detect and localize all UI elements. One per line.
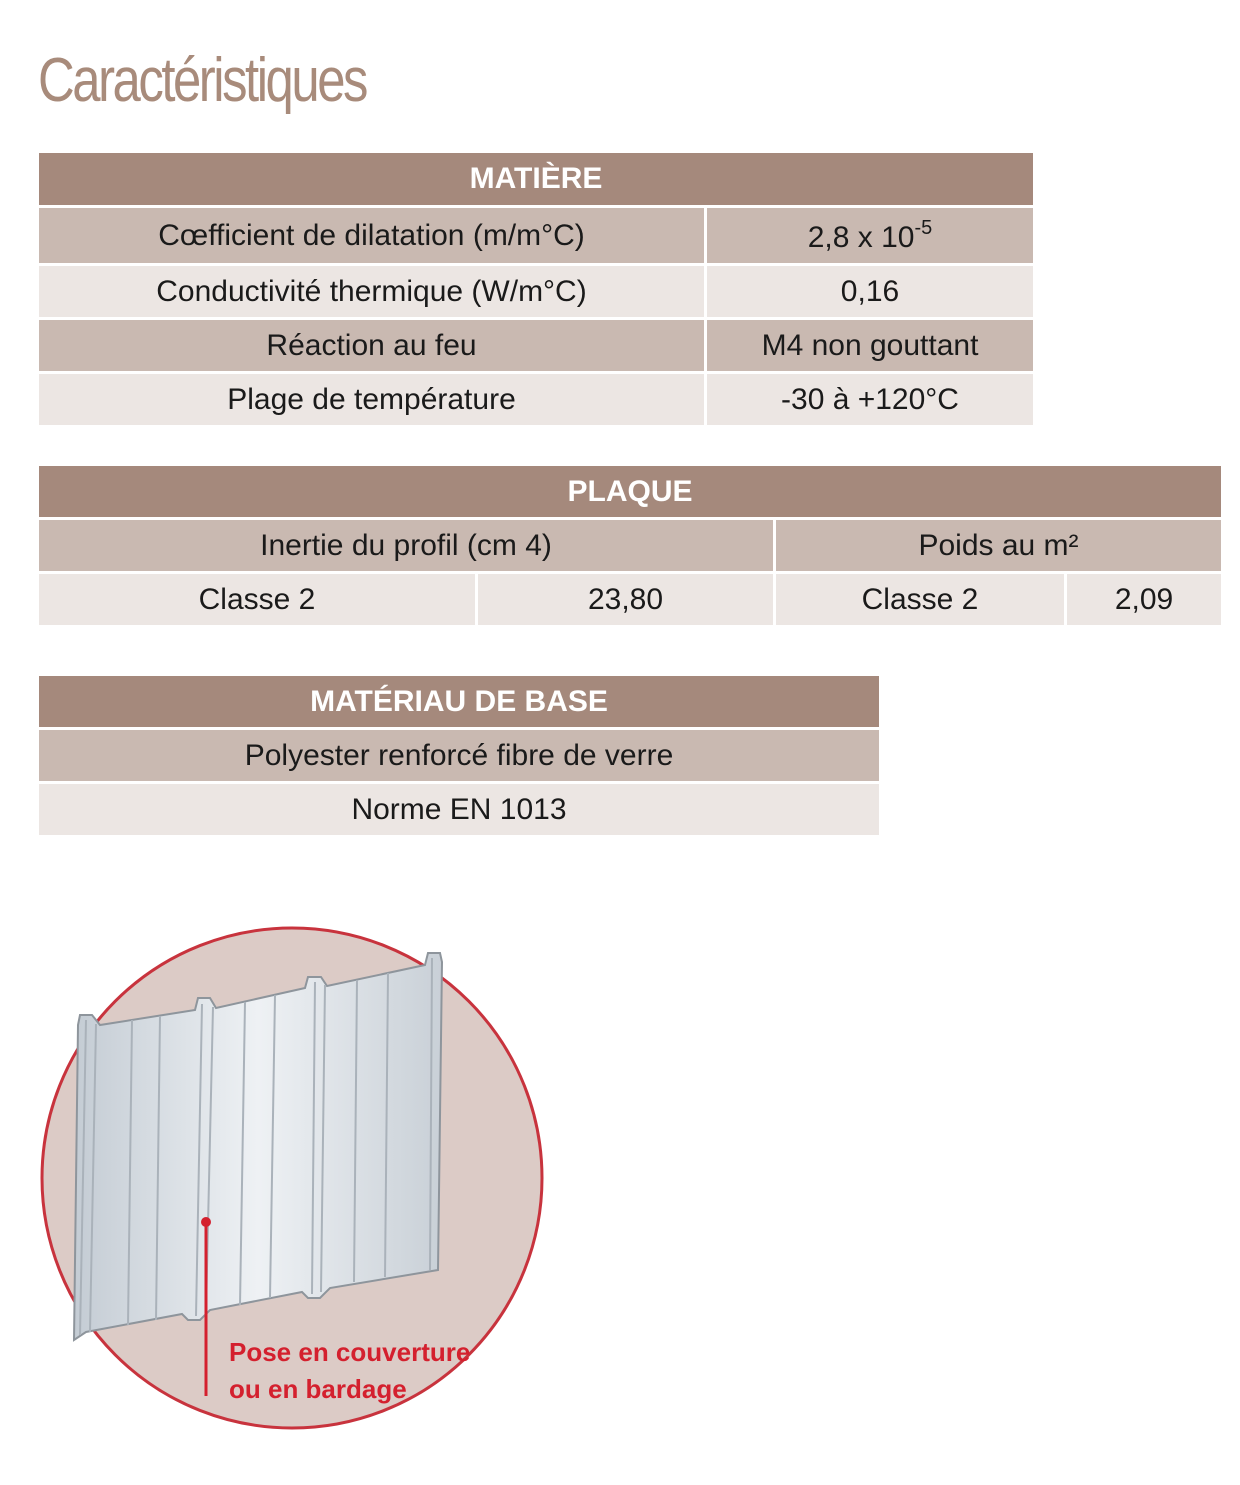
- poids-label: Poids au m²: [775, 519, 1223, 573]
- table-row: [38, 319, 1035, 373]
- plaque-table: [36, 463, 1224, 628]
- matiere-table: [36, 150, 1036, 428]
- row-label: Conductivité thermique (W/m°C): [38, 265, 706, 319]
- row-value: 2,8 x $10^{-5}$: [706, 207, 1035, 265]
- caption-line-2: ou en bardage: [229, 1374, 407, 1404]
- materiau-table: [36, 673, 882, 838]
- table-row: [38, 729, 881, 783]
- exponent: -5: [914, 216, 933, 239]
- table-row: [38, 207, 1035, 265]
- inertie-value: 23,80: [477, 573, 775, 627]
- inertie-label: Inertie du profil (cm 4): [38, 519, 775, 573]
- table-row: [38, 783, 881, 837]
- poids-classe: Classe 2: [775, 573, 1066, 627]
- pointer-dot: [201, 1217, 211, 1227]
- caption-line-1: Pose en couverture: [229, 1337, 471, 1367]
- materiau-header: MATÉRIAU DE BASE: [38, 675, 881, 729]
- table-row: [38, 373, 1035, 427]
- plaque-header: PLAQUE: [38, 465, 1223, 519]
- row-label: Réaction au feu: [38, 319, 706, 373]
- inertie-classe: Classe 2: [38, 573, 477, 627]
- row-value: M4 non gouttant: [706, 319, 1035, 373]
- row-label: Cœfficient de dilatation (m/m°C): [38, 207, 706, 265]
- matiere-header: MATIÈRE: [38, 152, 1035, 207]
- materiau-row: Norme EN 1013: [38, 783, 881, 837]
- table-row: [38, 519, 1223, 573]
- row-label: Plage de température: [38, 373, 706, 427]
- materiau-row: Polyester renforcé fibre de verre: [38, 729, 881, 783]
- poids-value: 2,09: [1066, 573, 1223, 627]
- table-row: [38, 573, 1223, 627]
- page-title: Caractéristiques: [38, 46, 366, 115]
- row-value: 0,16: [706, 265, 1035, 319]
- roof-panel-illustration: [30, 920, 560, 1450]
- table-row: [38, 265, 1035, 319]
- row-value: -30 à +120°C: [706, 373, 1035, 427]
